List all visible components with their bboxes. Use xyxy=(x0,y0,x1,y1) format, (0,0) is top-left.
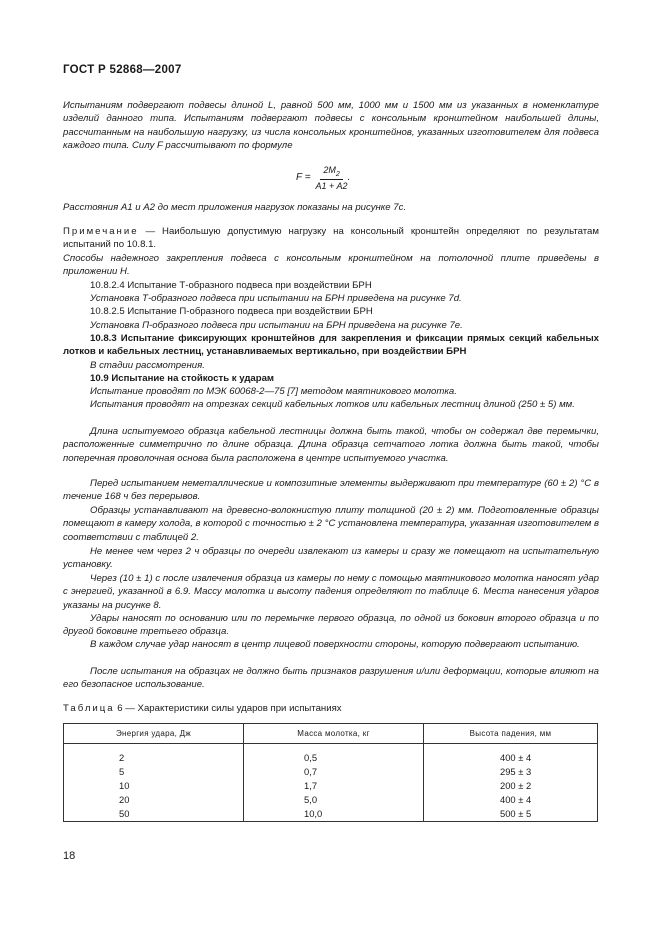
paragraph-sample-length: Испытания проводят на отрезках секций кабельных лотков или кабельных лестниц длиной (250 ± 5) мм. xyxy=(90,399,575,410)
formula-fraction xyxy=(316,165,348,191)
table-row xyxy=(64,793,598,807)
section-10-8-2-5: 10.8.2.5 Испытание П-образного подвеса при воздействии БРН xyxy=(90,306,373,317)
cell-height: 200 ± 2 xyxy=(424,778,598,792)
table-caption xyxy=(63,702,599,715)
paragraph-preconditioning: Перед испытанием неметаллические и композитные элементы выдерживают при температуре (60 ± 2) °С в течение 168 ч без перерывов. xyxy=(63,478,599,503)
paragraph-sample-mounting: Образцы устанавливают на древесно-волокнистую плиту толщиной (20 ± 2) мм. Подготовленные образцы помещают в камеру холода, в которой с точностью ± 2 °С установлена температура, указанная изготовителем в соответствии с таблицей 2. xyxy=(63,505,599,543)
paragraph-mounting-methods: Способы надежного закрепления подвеса с консольным кронштейном на потолочной плите приведены в приложении Н. xyxy=(63,253,599,278)
table-caption-text: 6 — Характеристики силы ударов при испытаниях xyxy=(114,703,342,714)
table-header-row xyxy=(64,724,598,744)
paragraph-impact-center: В каждом случае удар наносят в центр лицевой поверхности стороны, которую подвергают испытанию. xyxy=(90,639,580,650)
table-row xyxy=(64,764,598,778)
header-energy: Энергия удара, Дж xyxy=(64,724,244,744)
paragraph-distances: Расстояния А1 и А2 до мест приложения нагрузок показаны на рисунке 7c. xyxy=(63,202,407,213)
cell-energy: 10 xyxy=(64,778,244,792)
formula-numerator-subscript: 2 xyxy=(335,170,340,178)
paragraph-test-method: Испытание проводят по МЭК 60068-2—75 [7] методом маятникового молотка. xyxy=(90,386,457,397)
table-row xyxy=(64,778,598,792)
paragraph-hangers-intro: Испытаниям подвергают подвесы длиной L, равной 500 мм, 1000 мм и 1500 мм из указанных в номенклатуре изделий данного типа. Испытаниям подвергают подвесы с консольным кронштейном наибольшей длины, рассчитанным на наибольшую нагрузку, из числа консольных кронштейнов, указанных изготовителем для подвеса каждого типа. Силу F рассчитывают по формуле xyxy=(63,100,599,152)
formula-numerator: $2M_2$ xyxy=(320,165,342,180)
header-height: Высота падения, мм xyxy=(424,724,598,744)
note xyxy=(63,225,599,252)
cell-energy: 20 xyxy=(64,793,244,807)
table-caption-label: Таблица xyxy=(63,703,115,714)
section-10-8-3: 10.8.3 Испытание фиксирующих кронштейнов для закрепления и фиксации прямых секций кабельных лотков и кабельных лестниц, устанавливаемых вертикально, при воздействии БРН xyxy=(63,333,599,358)
force-formula xyxy=(296,165,350,191)
cell-mass: 10,0 xyxy=(244,807,424,822)
table-row xyxy=(64,807,598,822)
section-10-9: 10.9 Испытание на стойкость к ударам xyxy=(90,373,275,384)
header-mass: Масса молотка, кг xyxy=(244,724,424,744)
page-number: 18 xyxy=(63,850,76,862)
cell-energy: 50 xyxy=(64,807,244,822)
paragraph-impact-locations: Удары наносят по основанию или по перемычке первого образца, по одной из боковин второго образца и по другой боковине третьего образца. xyxy=(63,613,599,638)
formula-tail: . xyxy=(347,172,351,184)
formula-lhs: F = xyxy=(296,172,311,184)
paragraph-ladder-length: Длина испытуемого образца кабельной лестницы должна быть такой, чтобы он содержал две перемычки, расположенные симметрично по длине образца. Длина образца сетчатого лотка должна быть такой, чтобы поперечная проволочная основа была расположена в центре испытуемого участка. xyxy=(63,426,599,464)
cell-mass: 0,7 xyxy=(244,764,424,778)
paragraph-p-hanger-setup: Установка П-образного подвеса при испытании на БРН приведена на рисунке 7e. xyxy=(90,320,463,331)
cell-energy: 2 xyxy=(64,744,244,765)
paragraph-under-review: В стадии рассмотрения. xyxy=(90,360,205,371)
cell-mass: 0,5 xyxy=(244,744,424,765)
section-10-8-2-4: 10.8.2.4 Испытание Т-образного подвеса при воздействии БРН xyxy=(90,280,372,291)
cell-height: 295 ± 3 xyxy=(424,764,598,778)
cell-mass: 5,0 xyxy=(244,793,424,807)
document-header: ГОСТ Р 52868—2007 xyxy=(63,64,182,76)
cell-energy: 5 xyxy=(64,764,244,778)
cell-height: 500 ± 5 xyxy=(424,807,598,822)
table-row xyxy=(64,744,598,765)
formula-denominator: A1 + A2 xyxy=(315,180,348,191)
cell-height: 400 ± 4 xyxy=(424,793,598,807)
paragraph-t-hanger-setup: Установка Т-образного подвеса при испытании на БРН приведена на рисунке 7d. xyxy=(90,293,462,304)
paragraph-extraction: Не менее чем через 2 ч образцы по очереди извлекают из камеры и сразу же помещают на испытательную установку. xyxy=(63,546,599,571)
paragraph-impact-procedure: Через (10 ± 1) с после извлечения образца из камеры по нему с помощью маятникового молотка наносят удар с энергией, указанной в 6.9. Массу молотка и высоту падения определяют по таблице 6. Места нанесения ударов указаны на рисунке 8. xyxy=(63,573,599,611)
cell-height: 400 ± 4 xyxy=(424,744,598,765)
note-text: — Наибольшую допустимую нагрузку на консольный кронштейн определяют по результатам испытаний по 10.8.1. xyxy=(63,226,599,251)
cell-mass: 1,7 xyxy=(244,778,424,792)
note-label: Примечание xyxy=(63,226,139,237)
paragraph-acceptance: После испытания на образцах не должно быть признаков разрушения и/или деформации, которые влияют на его безопасное использование. xyxy=(63,666,599,691)
impact-characteristics-table xyxy=(63,723,598,822)
